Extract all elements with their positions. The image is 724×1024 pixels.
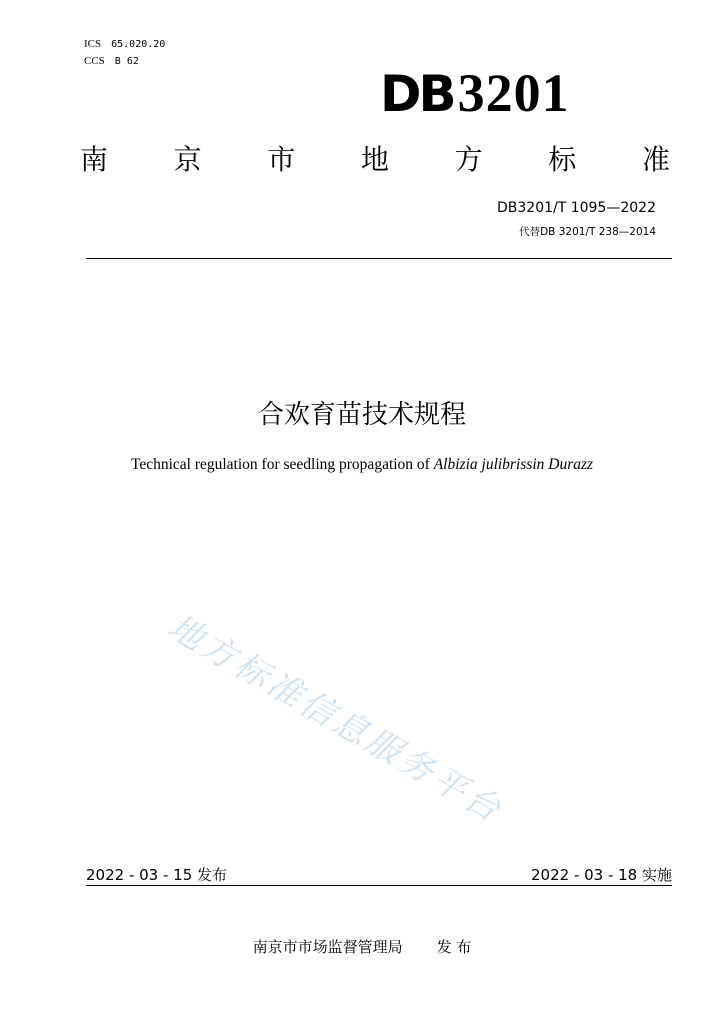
issuer-action: 发 布 (436, 938, 472, 956)
replaces-standard: 代替DB 3201/T 238—2014 (519, 226, 656, 238)
heading-char: 标 (548, 143, 577, 176)
species-name: Albizia julibrissin Durazz (433, 456, 594, 473)
ics-label: ICS (84, 38, 102, 50)
heading-char: 方 (454, 143, 483, 176)
heading-char: 地 (360, 143, 389, 176)
heading-char: 京 (173, 143, 202, 176)
header-divider (86, 258, 672, 259)
document-title-english (0, 456, 724, 474)
db-code-logo (380, 62, 570, 124)
ics-row (84, 36, 165, 53)
heading-char: 准 (641, 143, 670, 176)
standard-number: DB3201/T 1095—2022 (497, 200, 656, 216)
heading-char: 市 (267, 143, 296, 176)
ccs-row (84, 53, 165, 70)
issuer-line (0, 936, 724, 957)
heading-char: 南 (80, 143, 109, 176)
issuer-name: 南京市市场监督管理局 (252, 938, 403, 956)
ccs-value: B 62 (114, 56, 139, 67)
english-title-text: Technical regulation for seedling propagation of (130, 456, 434, 473)
issue-date: 2022 - 03 - 15 发布 (86, 866, 228, 884)
db-number: 3201 (457, 63, 570, 123)
document-title-chinese: 合欢育苗技术规程 (257, 400, 466, 430)
implement-date: 2022 - 03 - 18 实施 (530, 866, 672, 884)
ics-value: 65.020.20 (111, 39, 166, 50)
db-letters: DB (380, 65, 454, 123)
local-standard-heading (80, 138, 670, 178)
footer-divider (86, 885, 672, 886)
watermark: 地方标准信息服务平台 (161, 606, 511, 832)
classification-codes (84, 36, 165, 70)
ccs-label: CCS (84, 55, 105, 67)
